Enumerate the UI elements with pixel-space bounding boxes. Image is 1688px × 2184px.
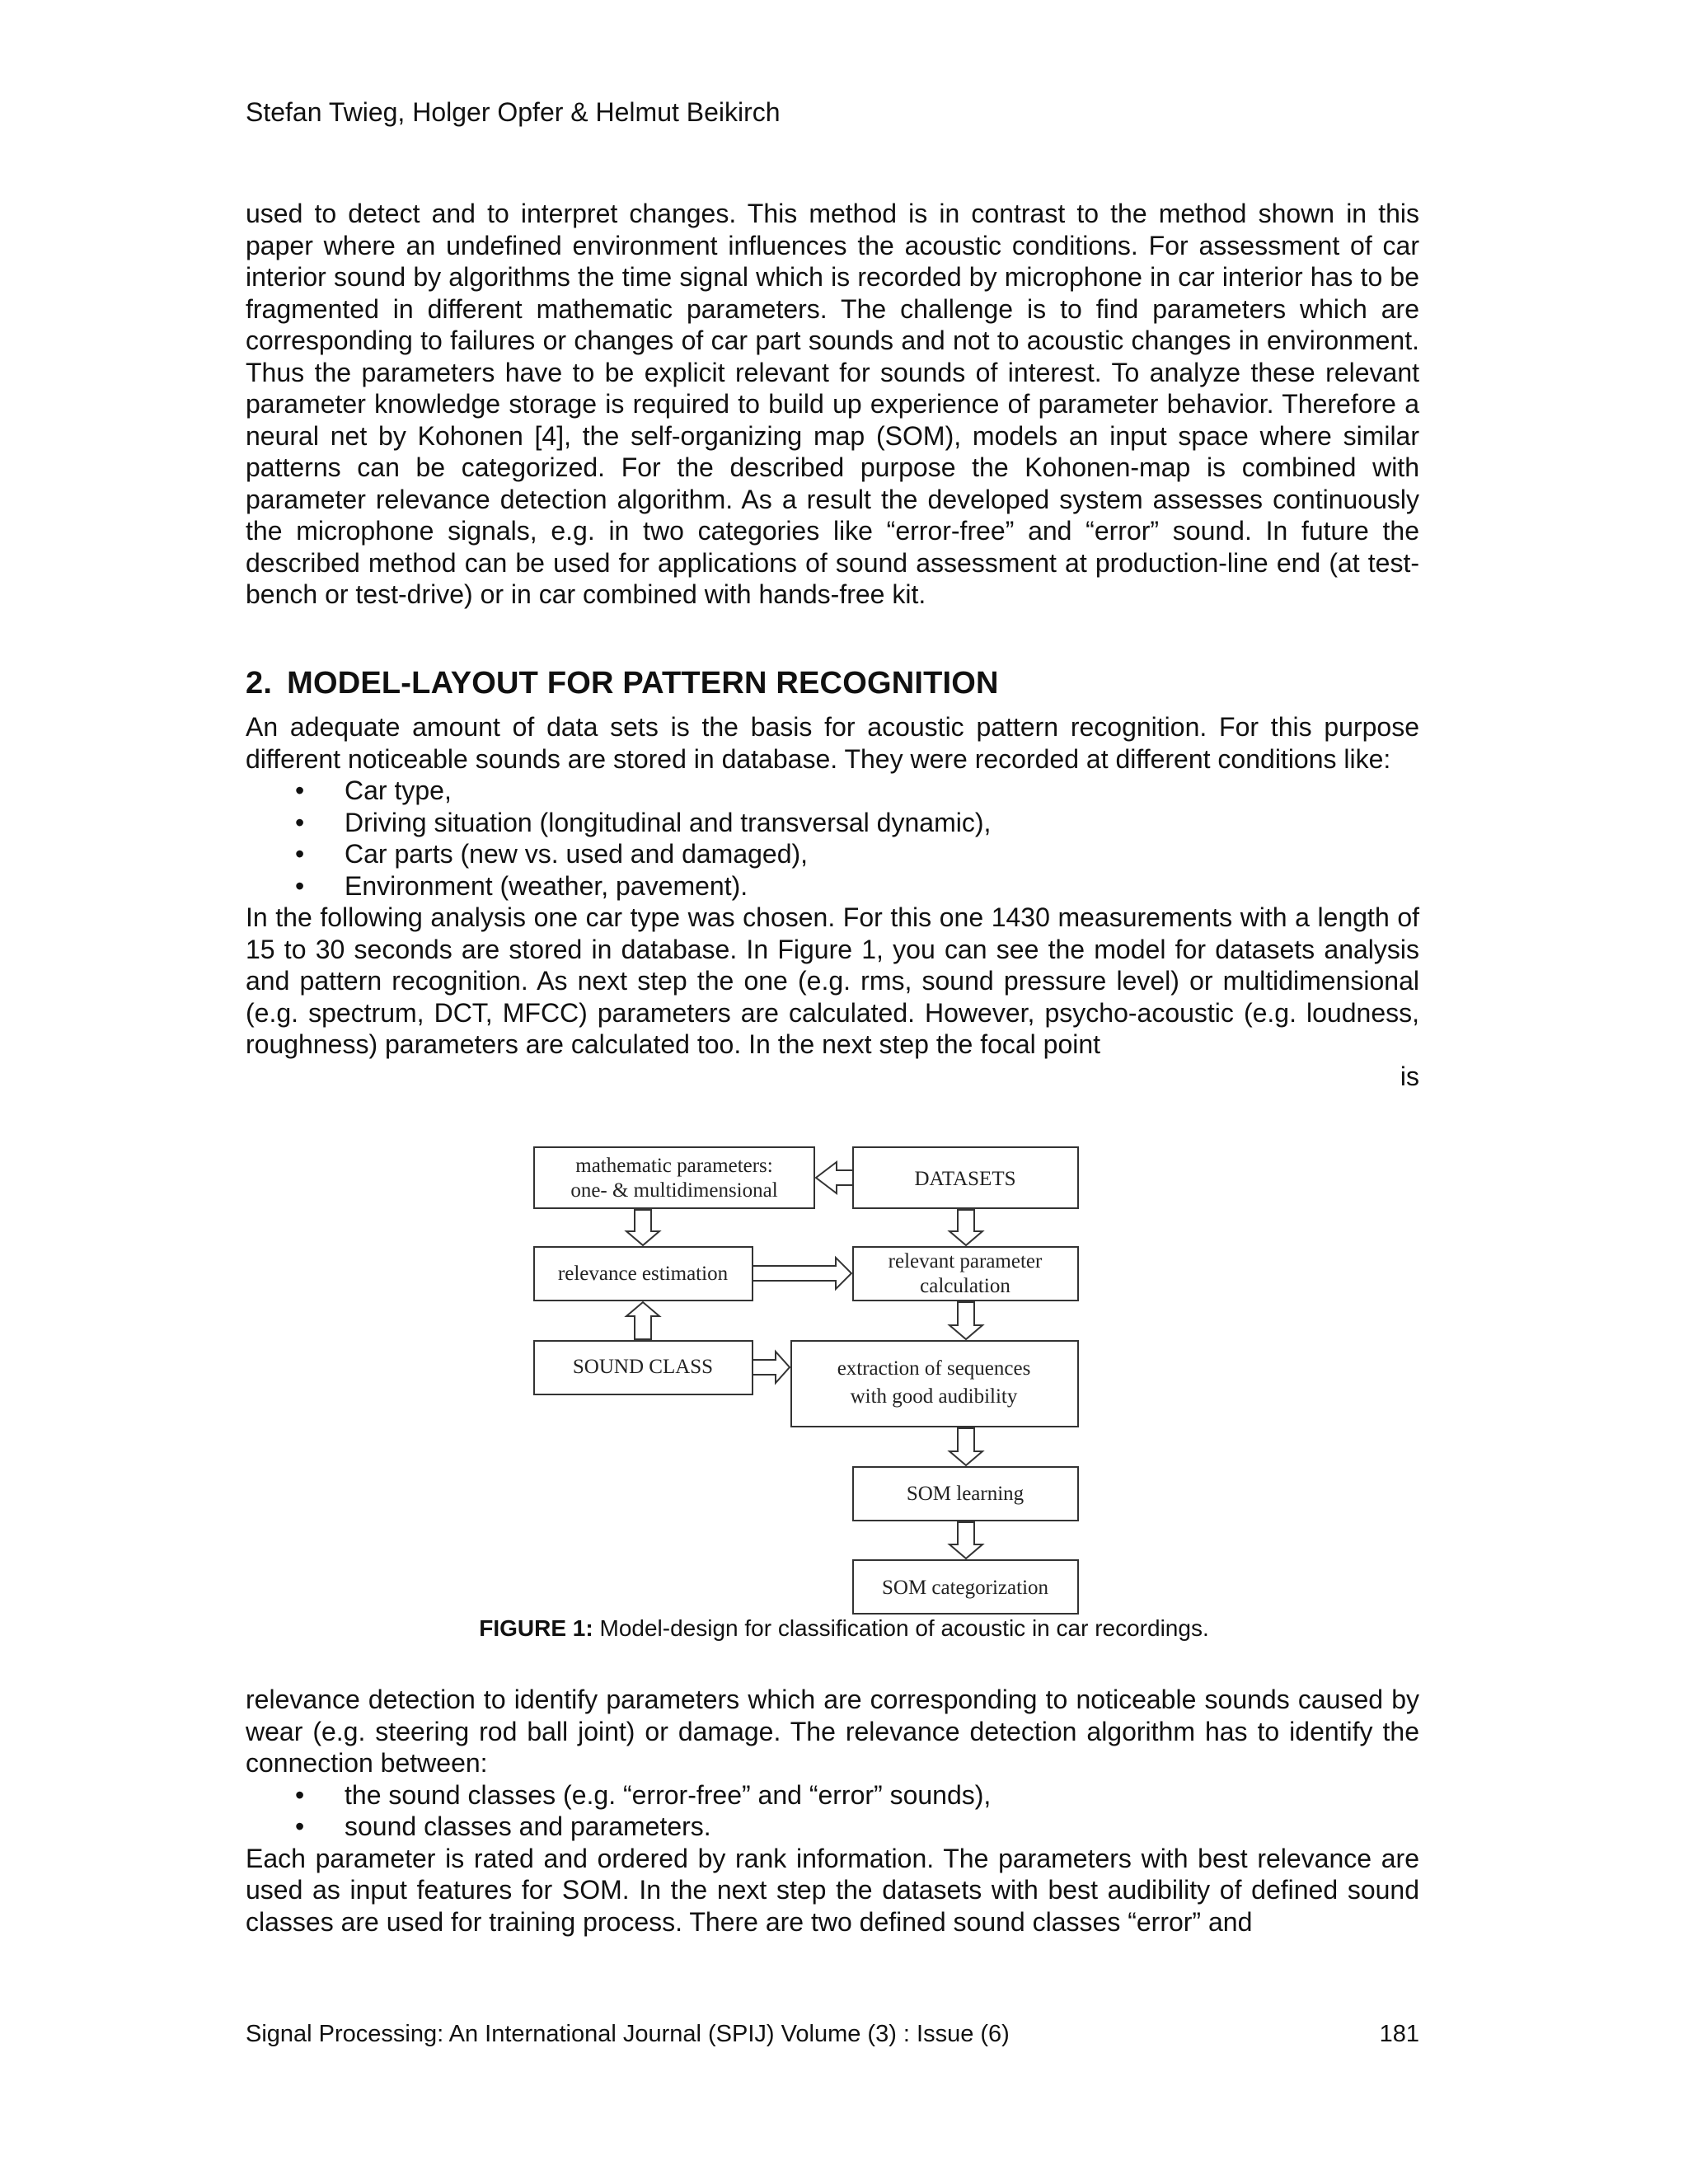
arrow-params-to-relevance [626,1210,659,1245]
bullet-icon: • [295,870,305,901]
box-som-categorization [853,1560,1078,1614]
list-item: • Car type, [295,776,452,805]
section-paragraph-2-tail: is [1400,1061,1419,1091]
box-math-params-line2: one- & multidimensional [570,1179,778,1202]
box-som-learning-label: SOM learning [906,1483,1025,1505]
bullet-icon: • [295,1779,305,1810]
box-sound-class-label: SOUND CLASS [572,1356,714,1378]
arrow-datasets-to-params [816,1162,853,1193]
arrow-relevantparam-to-extraction [950,1302,982,1339]
section-paragraph-1: An adequate amount of data sets is the basis for acoustic pattern recognition. For this purpose different noticeable sounds are stored in database. They were recorded at different conditions like: [246,712,1419,774]
footer-journal: Signal Processing: An International Journal (SPIJ) Volume (3) : Issue (6) [246,2021,1010,2047]
list-item: • Environment (weather, pavement). [295,870,748,901]
section-paragraph-2: In the following analysis one car type was chosen. For this one 1430 measurements with a length of 15 to 30 seconds are stored in database. In Figure 1, you can see the model for datasets analysis and pattern recognition. As next step the one (e.g. rms, sound pressure level) or multidimensional (e.g. spectrum, DCT, MFCC) parameters are calculated. However, psycho-acoustic (e.g. loudness, roughness) parameters are calculated too. In the next step the focal point [246,902,1419,1059]
box-datasets [853,1147,1078,1208]
list-item: • Car parts (new vs. used and damaged), [295,839,809,869]
intro-paragraph-block [246,198,1419,611]
arrow-soundclass-to-extraction [753,1352,790,1383]
bullet-icon: • [295,839,305,869]
box-relevance-estimation-label: relevance estimation [557,1263,729,1285]
section-title: MODEL-LAYOUT FOR PATTERN RECOGNITION [287,666,999,701]
bullet-icon: • [295,1811,305,1841]
section-body-bottom [246,1684,1419,1938]
section-paragraph-4: Each parameter is rated and ordered by rank information. The parameters with best relevance are used as input features for SOM. In the next step the datasets with best audibility of defined sound classes are used for training process. There are two defined sound classes “error” and [246,1843,1419,1937]
box-relevant-param [853,1247,1078,1301]
box-som-learning [853,1467,1078,1521]
section-number: 2. [246,666,273,701]
bullet-icon: • [295,807,305,837]
section-paragraph-3: relevance detection to identify parameters which are corresponding to noticeable sounds caused by wear (e.g. steering rod ball joint) or damage. The relevance detection algorithm has to identify the connection between: [246,1685,1419,1778]
conditions-list [246,775,1419,902]
box-datasets-label: DATASETS [914,1168,1016,1190]
caption-label: FIGURE 1: [479,1615,593,1641]
caption-text: Model-design for classification of acoustic in car recordings. [593,1615,1209,1641]
arrow-relevance-to-relevantparam [753,1258,851,1289]
list-item: • sound classes and parameters. [295,1811,711,1841]
section-heading [246,666,999,701]
box-sound-class [534,1341,753,1394]
section-body-top [246,711,1419,1092]
footer-page-number: 181 [1379,2021,1419,2047]
box-som-categorization-label: SOM categorization [881,1577,1049,1599]
box-math-params [534,1147,814,1208]
arrow-somlearning-to-somcat [950,1522,982,1558]
box-relevant-param-line1: relevant parameter [888,1250,1043,1272]
box-extraction-line2: with good audibility [850,1385,1018,1408]
box-relevance-estimation [534,1247,753,1301]
box-extraction-line1: extraction of sequences [837,1357,1031,1380]
arrow-extraction-to-somlearning [950,1428,982,1465]
list-item: • Driving situation (longitudinal and transversal dynamic), [295,807,992,837]
arrow-soundclass-to-relevance [626,1302,659,1339]
box-extraction [791,1341,1078,1427]
running-header: Stefan Twieg, Holger Opfer & Helmut Beikirch [246,97,781,127]
list-item: • the sound classes (e.g. “error-free” and “error” sounds), [295,1779,992,1810]
figure-1-caption [0,1615,1688,1642]
bullet-icon: • [295,776,305,805]
connection-list [246,1779,1419,1843]
box-math-params-line1: mathematic parameters: [575,1155,773,1177]
arrow-datasets-to-relevantparam [950,1210,982,1245]
intro-paragraph: used to detect and to interpret changes. This method is in contrast to the method shown in this paper where an undefined environment influences the acoustic conditions. For assessment of car interior sound by algorithms the time signal which is recorded by microphone in car interior has to be fragmented in different mathematic parameters. The challenge is to find parameters which are corresponding to failures or changes of car part sounds and not to acoustic changes in environment. Thus the parameters have to be explicit relevant for sounds of interest. To analyze these relevant parameter knowledge storage is required to build up experience of parameter behavior. Therefore a neural net by Kohonen [4], the self-organizing map (SOM), models an input space where similar patterns can be categorized. For the described purpose the Kohonen-map is combined with parameter relevance detection algorithm. As a result the developed system assesses continuously the microphone signals, e.g. in two categories like “error-free” and “error” sound. In future the described method can be used for applications of sound assessment at production-line end (at test-bench or test-drive) or in car combined with hands-free kit. [246,199,1419,609]
box-relevant-param-line2: calculation [920,1275,1010,1297]
